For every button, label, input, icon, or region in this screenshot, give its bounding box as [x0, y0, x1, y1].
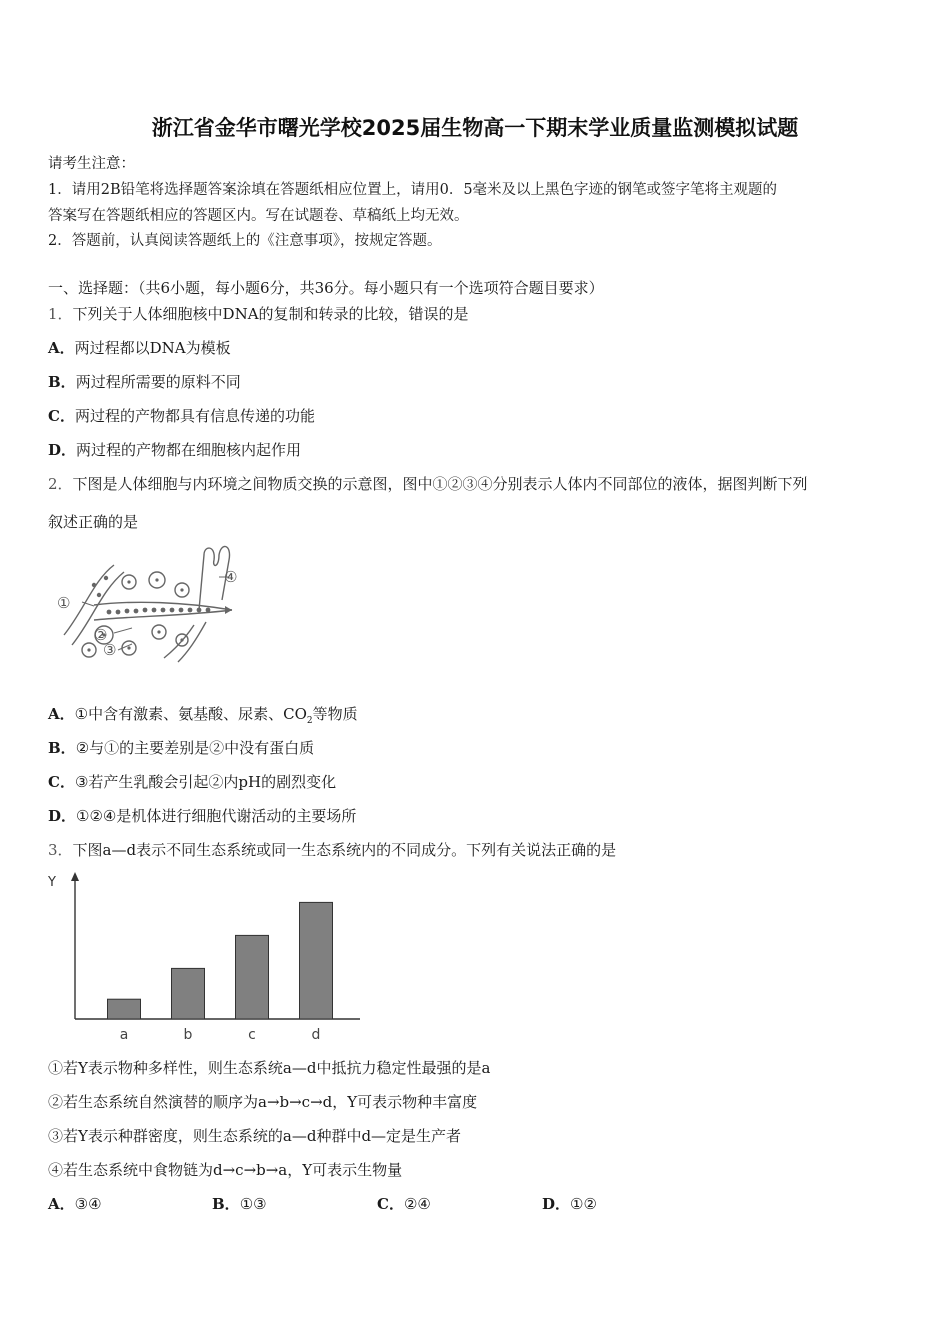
diagram-label-2: ② — [94, 626, 108, 644]
question-3-stem — [48, 839, 616, 860]
question-text: 下列关于人体细胞核中DNA的复制和转录的比较，错误的是 — [72, 305, 469, 323]
notice-item: 1．请用2B铅笔将选择题答案涂填在答题纸相应位置上，请用0．5毫米及以上黑色字迹的钢笔或签字笔将主观题的 — [48, 182, 778, 198]
bar-c — [236, 935, 269, 1019]
statement-4: ④若生态系统中食物链为d→c→b→a，Y可表示生物量 — [48, 1161, 403, 1179]
x-tick-label-c: c — [248, 1027, 256, 1043]
statement-2: ②若生态系统自然演替的顺序为a→b→c→d，Y可表示物种丰富度 — [48, 1093, 478, 1111]
notice-item: 答案写在答题纸相应的答题区内。写在试题卷、草稿纸上均无效。 — [48, 208, 469, 224]
q1-option-b[interactable]: B．两过程所需要的原料不同 — [48, 373, 241, 391]
notice-item: 2．答题前，认真阅读答题纸上的《注意事项》，按规定答题。 — [48, 233, 442, 249]
q3-option-a[interactable]: A．③④ — [48, 1195, 102, 1213]
q2-option-c[interactable]: C．③若产生乳酸会引起②内pH的剧烈变化 — [48, 773, 337, 791]
question-2-stem — [48, 473, 808, 494]
diagram-label-3: ③ — [103, 641, 117, 659]
q2-option-b[interactable]: B．②与①的主要差别是②中没有蛋白质 — [48, 739, 315, 757]
x-tick-label-d: d — [311, 1027, 321, 1043]
question-text: 下图是人体细胞与内环境之间物质交换的示意图，图中①②③④分别表示人体内不同部位的液体，据图判断下列 — [72, 475, 808, 493]
diagram-label-4: ④ — [224, 568, 238, 586]
question-number: 1． — [48, 305, 73, 323]
question-1-stem — [48, 303, 469, 324]
q1-option-c[interactable]: C．两过程的产物都具有信息传递的功能 — [48, 407, 315, 425]
question-text: 下图a—d表示不同生态系统或同一生态系统内的不同成分。下列有关说法正确的是 — [72, 841, 617, 859]
q2-option-d[interactable]: D．①②④是机体进行细胞代谢活动的主要场所 — [48, 807, 357, 825]
section-heading: 一、选择题：（共6小题，每小题6分，共36分。每小题只有一个选项符合题目要求） — [48, 279, 604, 297]
x-tick-label-a: a — [119, 1027, 129, 1043]
page-title: 浙江省金华市曙光学校2025届生物高一下期末学业质量监测模拟试题 — [151, 116, 799, 140]
y-axis-label: Y — [48, 875, 56, 890]
q1-option-a[interactable]: A．两过程都以DNA为模板 — [48, 339, 231, 357]
bar-b — [172, 968, 205, 1019]
statement-1: ①若Y表示物种多样性，则生态系统a—d中抵抗力稳定性最强的是a — [48, 1059, 491, 1077]
y-axis-arrow — [71, 872, 79, 881]
question-number: 3． — [48, 841, 73, 859]
q3-option-d[interactable]: D．①② — [542, 1195, 597, 1213]
diagram-label-1: ① — [57, 594, 71, 612]
bar-chart — [40, 866, 370, 1046]
bar-a — [108, 999, 141, 1019]
statement-3: ③若Y表示种群密度，则生态系统的a—d种群中d—定是生产者 — [48, 1127, 462, 1145]
q2-option-a[interactable]: A．①中含有激素、氨基酸、尿素、$CO_2$等物质 — [48, 705, 358, 726]
exchange-diagram — [54, 540, 254, 665]
q3-option-b[interactable]: B．①③ — [212, 1195, 267, 1213]
x-tick-label-b: b — [183, 1027, 193, 1043]
notice-heading: 请考生注意： — [48, 156, 135, 172]
question-2-stem-cont: 叙述正确的是 — [48, 513, 139, 531]
bar-d — [300, 902, 333, 1019]
q3-option-c[interactable]: C．②④ — [377, 1195, 431, 1213]
question-number: 2． — [48, 475, 73, 493]
q1-option-d[interactable]: D．两过程的产物都在细胞核内起作用 — [48, 441, 302, 459]
